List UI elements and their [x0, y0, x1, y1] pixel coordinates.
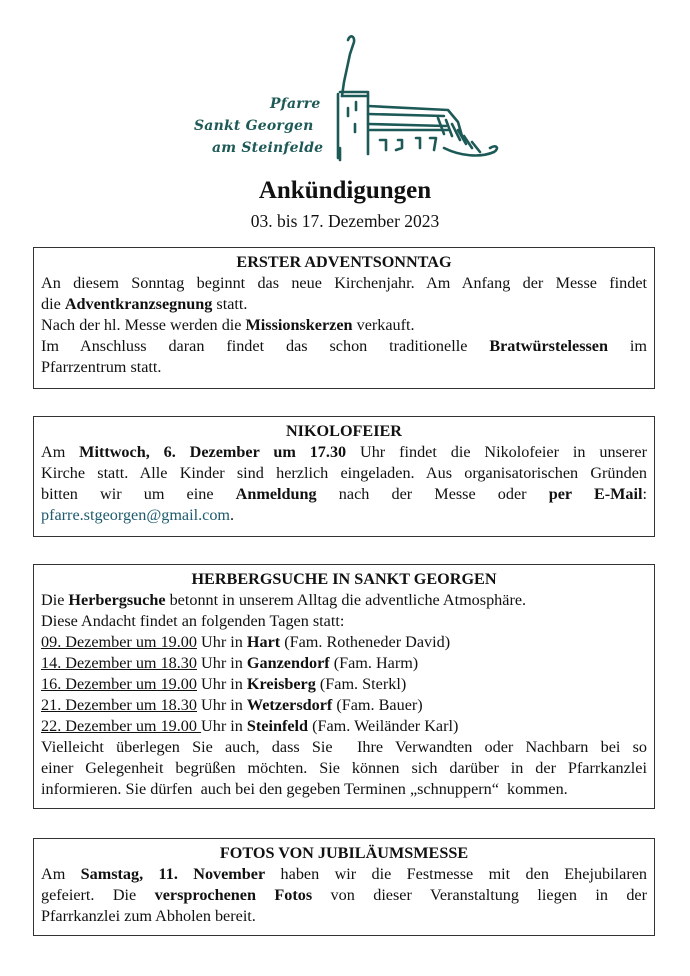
announcement-advent	[33, 247, 655, 389]
text-line: Nach der hl. Messe werden die Missionskerzen verkauft.	[41, 316, 415, 334]
logo-line-am-steinfelde: am Steinfelde	[212, 140, 324, 156]
text-line: An diesem Sonntag beginnt das neue Kirchenjahr. Am Anfang der Messe findet	[41, 274, 647, 292]
announcement-herbergsuche	[33, 564, 655, 809]
date-item: 09. Dezember um 19.00 Uhr in Hart (Fam. Rotheneder David)	[41, 633, 451, 651]
text-line: pfarre.stgeorgen@gmail.com.	[41, 506, 235, 524]
text-line: Am Mittwoch, 6. Dezember um 17.30 Uhr findet die Nikolofeier in unserer	[41, 443, 647, 461]
text-line: Im Anschluss daran findet das schon traditionelle Bratwürstelessen im	[41, 337, 648, 355]
text-line: Pfarrzentrum statt.	[41, 358, 162, 376]
text-line: Die Herbergsuche betonnt in unserem Alltag die adventliche Atmosphäre.	[41, 591, 527, 609]
text-line: gefeiert. Die versprochenen Fotos von dieser Veranstaltung liegen in der	[41, 886, 647, 904]
date-item: 21. Dezember um 18.30 Uhr in Wetzersdorf (Fam. Bauer)	[41, 696, 423, 714]
date-item: 16. Dezember um 19.00 Uhr in Kreisberg (Fam. Sterkl)	[41, 675, 407, 693]
text-line: Diese Andacht findet an folgenden Tagen statt:	[41, 612, 345, 630]
logo-line-sankt-georgen: Sankt Georgen	[194, 118, 314, 134]
section-heading: FOTOS VON JUBILÄUMSMESSE	[219, 844, 469, 862]
text-line: Am Samstag, 11. November haben wir die Festmesse mit den Ehejubilaren	[41, 865, 647, 883]
section-heading: HERBERGSUCHE IN SANKT GEORGEN	[191, 570, 497, 588]
text-line: Pfarrkanzlei zum Abholen bereit.	[41, 907, 256, 925]
announcement-fotos	[33, 838, 655, 936]
text-line: bitten wir um eine Anmeldung nach der Messe oder per E-Mail:	[41, 485, 647, 503]
section-heading: NIKOLOFEIER	[285, 422, 403, 440]
date-item: 22. Dezember um 19.00 Uhr in Steinfeld (Fam. Weiländer Karl)	[41, 717, 459, 735]
announcement-nikolo	[33, 416, 655, 537]
text-line: die Adventkranzsegnung statt.	[41, 295, 248, 313]
parish-logo	[190, 30, 510, 165]
email-link[interactable]: pfarre.stgeorgen@gmail.com	[41, 506, 231, 524]
text-line: Vielleicht überlegen Sie auch, dass Sie Ihre Verwandten oder Nachbarn bei so	[41, 738, 647, 756]
text-line: informieren. Sie dürfen auch bei den gegeben Terminen „schnuppern“ kommen.	[41, 780, 568, 798]
page-subtitle: 03. bis 17. Dezember 2023	[250, 211, 440, 231]
date-item: 14. Dezember um 18.30 Uhr in Ganzendorf (Fam. Harm)	[41, 654, 419, 672]
section-heading: ERSTER ADVENTSONNTAG	[236, 253, 452, 271]
logo-line-pfarre: Pfarre	[270, 96, 321, 112]
page-title: Ankündigungen	[258, 177, 432, 204]
text-line: Kirche statt. Alle Kinder sind herzlich eingeladen. Aus organisatorischen Gründen	[41, 464, 647, 482]
text-line: einer Gelegenheit begrüßen möchten. Sie können sich darüber in der Pfarrkanzlei	[41, 759, 647, 777]
